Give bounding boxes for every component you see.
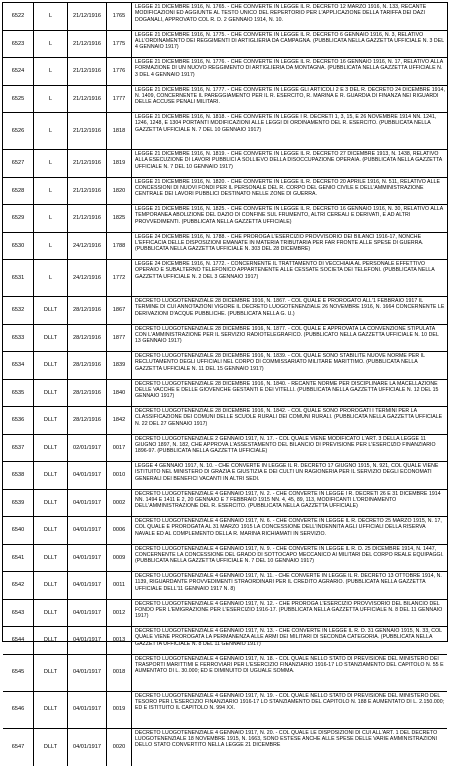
act-description: DECRETO LUOGOTENENZIALE 4 GENNAIO 1917, N. 13. - CHE CONVERTE IN LEGGE IL R. D. 31 GENNAIO 1915, N. 33, COL QUALE VIENE PROROGATA LA PERMANENZA ALLE ARMI DEI MILITARI DI SECONDA CATEGORIA. (PUBBLICATA NELLA GAZZETTA UFFICIALE N. 8 DEL 11 GENNAIO 1917) xyxy=(135,628,442,647)
act-number: 1776 xyxy=(107,58,132,85)
act-number: 0017 xyxy=(107,435,132,462)
act-description: DECRETO LUOGOTENENZIALE 28 DICEMBRE 1916, N. 1842. - COL QUALE SONO PROROGATI I TERMINI PER LA CLASSIFICAZIONE DEI COMUNI DELLE SCUOLE RURALI DEI COMUNI RURALI. (PUBBLICATA NELLA GAZZETTA UFFICIALE N. 22 DEL 27 GENNAIO 1917) xyxy=(135,408,443,427)
record-number: 6527 xyxy=(3,150,34,177)
act-date: 21/12/1916 xyxy=(68,86,107,113)
act-description: LEGGE 24 DICEMBRE 1916, N. 1788. - CHE PROROGA L'ESERCIZIO PROVVISORIO DEI BILANCI 1916-17, NONCHE L'EFFICACIA DELLE DISPOSIZIONI EMANATE IN MATERIA TRIBUTARIA PER FAR FRONTE ALLE SPESE DI GUERRA. (PUBBLICATA NELLA GAZZETTA UFFICIALE N. 303 DEL 28 DICEMBRE) xyxy=(135,233,424,253)
record-number: 6540 xyxy=(3,517,34,544)
act-type: DLLT xyxy=(34,545,68,572)
table-row xyxy=(3,31,447,59)
act-date: 04/01/1917 xyxy=(68,545,107,572)
act-type: DLLT xyxy=(34,517,68,544)
record-number: 6542 xyxy=(3,572,34,599)
act-description: LEGGE 21 DICEMBRE 1916, N. 1825. - CHE CONVERTE IN LEGGE IL R. DECRETO 16 GENNAIO 1916, N. 30, RELATIVO ALLA TEMPORANEA ABOLIZIONE DEL DAZIO DI CONFINE SUL FRUMENTO, ALTRI CEREALI E DERIVATI, E AD ALTRI PROVVEDIMENTI. (PUBBLICATA NELLA GAZZETTA UFFICIALE) xyxy=(135,206,443,225)
record-number: 6532 xyxy=(3,297,34,324)
act-type: DLLT xyxy=(34,435,68,462)
act-date: 04/01/1917 xyxy=(68,627,107,654)
act-number: 0013 xyxy=(107,627,132,654)
record-number: 6529 xyxy=(3,205,34,232)
record-number: 6528 xyxy=(3,178,34,205)
act-number: 1820 xyxy=(107,178,132,205)
act-type: DLLT xyxy=(34,407,68,434)
act-type: L xyxy=(34,205,68,232)
act-number: 1867 xyxy=(107,297,132,324)
table-row xyxy=(3,729,447,766)
act-number: 0010 xyxy=(107,462,132,489)
record-number: 6530 xyxy=(3,233,34,260)
act-number: 1819 xyxy=(107,150,132,177)
act-type: L xyxy=(34,58,68,85)
act-type: DLLT xyxy=(34,600,68,627)
table-row xyxy=(3,627,447,655)
act-date: 28/12/1916 xyxy=(68,352,107,379)
act-date: 21/12/1916 xyxy=(68,150,107,177)
record-number: 6531 xyxy=(3,260,34,296)
table-row xyxy=(3,150,447,178)
table-row xyxy=(3,407,447,435)
act-date: 04/01/1917 xyxy=(68,490,107,517)
act-date: 04/01/1917 xyxy=(68,655,107,691)
table-row xyxy=(3,3,447,31)
record-number: 6526 xyxy=(3,113,34,149)
record-number: 6524 xyxy=(3,58,34,85)
record-number: 6547 xyxy=(3,729,34,766)
act-type: DLLT xyxy=(34,380,68,407)
act-date: 24/12/1916 xyxy=(68,260,107,296)
record-number: 6533 xyxy=(3,325,34,352)
act-type: DLLT xyxy=(34,572,68,599)
act-description: LEGGE 21 DICEMBRE 1916, N. 1819. - CHE CONVERTE IN LEGGE IL R. DECRETO 27 DICEMBRE 1913, N. 1438, RELATIVO ALLA ESECUZIONE DI LAVORI PUBBLICI A SOLLIEVO DELLA DISOCCUPAZIONE OPERAIA. (PUBBLICATA NELLA GAZZETTA UFFICIALE N. 7 DEL 10 GENNAIO 1917) xyxy=(135,151,443,170)
act-number: 0012 xyxy=(107,600,132,627)
act-description: DECRETO LUOGOTENENZIALE 28 DICEMBRE 1916, N. 1877. - COL QUALE E APPROVATA LA CONVENZIONE STIPULATA CON L'AMMINISTRAZIONE PER IL SERVIZIO RADIOTELEGRAFICO. (PUBBLICATO NELLA GAZZETTA UFFICIALE N. 10 DEL 13 GENNAIO 1917) xyxy=(135,325,439,345)
act-description: DECRETO LUOGOTENENZIALE 4 GENNAIO 1917, N. 6. - CHE CONVERTE IN LEGGE IL R. DECRETO 25 MARZO 1915, N. 17, COL QUALE E PROROGATA AL 31 MARZO 1915 LA CONCESSIONE DELL'INDENNITA AGLI UFFICIALI DELLA RISERVA NAVALE ED AL COMPLEMENTO DELLA R. MARINA RICHIAMATI IN SERVIZIO. xyxy=(135,518,442,537)
table-row xyxy=(3,545,447,573)
act-number: 1818 xyxy=(107,113,132,149)
table-row xyxy=(3,655,447,692)
act-description: DECRETO LUOGOTENENZIALE 4 GENNAIO 1917, N. 9. - CHE CONVERTE IN LEGGE IL R. D. 25 DICEMBRE 1914, N. 1447, CONCERNENTE LA CONCESSIONE DEL GRADO DI SOTTOCAPO MECCANICO AI MILITARI DEL CORPO REALE EQUIPAGGI. (PUBBLICATA NELLA GAZZETTA UFFICIALE N. 7 DEL 10 GENNAIO 1917) xyxy=(135,545,444,565)
act-date: 24/12/1916 xyxy=(68,233,107,260)
act-type: DLLT xyxy=(34,655,68,691)
act-description: DECRETO LUOGOTENENZIALE 4 GENNAIO 1917, N. 2. - CHE CONVERTE IN LEGGE I R. DECRETI 26 E 31 DICEMBRE 1914 NN. 1494 E 1411 E 2, 20 GENNAIO E 7 FEBBRAIO 1915 NN. 4, 45, 89, 113, MODIFICANTI L'ORDINAMENTO DELL'AMMINISTRAZIONE DEL R. ESERCITO. (PUBBLICATA NELLA GAZZETTA UFFICIALE) xyxy=(135,490,441,510)
table-row xyxy=(3,233,447,261)
act-description: LEGGE 21 DICEMBRE 1916, N. 1765. - CHE CONVERTE IN LEGGE IL R. DECRETO 12 MARZO 1916, N. 133, RECANTE MODIFICAZIONI ED AGGIUNTE AL TESTO UNICO DEL REPERTORIO PER L'APPLICAZIONE DELLA TARIFFA DEI DAZI DOGANALI, APPROVATO COL R. D. 2 GENNAIO 1914, N. 10. xyxy=(135,4,427,23)
table-row xyxy=(3,435,447,463)
act-date: 21/12/1916 xyxy=(68,205,107,232)
act-type: DLLT xyxy=(34,352,68,379)
act-number: 1842 xyxy=(107,407,132,434)
table-row xyxy=(3,692,447,729)
act-description: DECRETO LUOGOTENENZIALE 28 DICEMBRE 1916, N. 1867. - COL QUALE E PROROGATO ALL'1 FEBBRAIO 1917 IL TERMINE DI CUI ANNOTAZIONI VIGORE IL DECRETO LUOGOTENENZIALE 26 NOVEMBRE 1916, N. 1664 CONCERNENTE LE DERIVAZIONI D'ACQUE PUBBLICHE. (PUBBLICATA NELLA G. U.) xyxy=(135,298,445,317)
record-number: 6522 xyxy=(3,3,34,30)
act-description: DECRETO LUOGOTENENZIALE 28 DICEMBRE 1916, N. 1840. - RECANTE NORME PER DISCIPLINARE LA MACELLAZIONE DELLE VACCHE E DELLE GIOVENCHE GESTANTI E DEI VITELLI. (PUBBLICATA NELLA GAZZETTA UFFICIALE N. 12 DEL 15 GENNAIO 1917) xyxy=(135,380,439,400)
act-description: LEGGE 21 DICEMBRE 1916, N. 1818. - CHE CONVERTE IN LEGGE I R. DECRETI 1, 3, 15, E 26 NOVEMBRE 1914 NN. 1241, 1246, 1248, E 1304 PORTANTI MODIFICAZIONI ALLE LEGGI DI ORDINAMENTO DEL R. ESERCITO. (PUBBLICATA NELLA GAZZETTA UFFICIALE N. 7 DEL 10 GENNAIO 1917) xyxy=(135,114,437,133)
act-date: 04/01/1917 xyxy=(68,600,107,627)
table-row xyxy=(3,572,447,600)
act-number: 1839 xyxy=(107,352,132,379)
act-number: 1765 xyxy=(107,3,132,30)
act-type: L xyxy=(34,150,68,177)
act-number: 0019 xyxy=(107,692,132,728)
table-row xyxy=(3,517,447,545)
act-type: DLLT xyxy=(34,490,68,517)
record-number: 6546 xyxy=(3,692,34,728)
table-row xyxy=(3,178,447,206)
act-date: 21/12/1916 xyxy=(68,31,107,58)
table-row xyxy=(3,297,447,325)
act-type: DLLT xyxy=(34,729,68,766)
act-number: 1775 xyxy=(107,31,132,58)
act-type: L xyxy=(34,113,68,149)
act-number: 1825 xyxy=(107,205,132,232)
record-number: 6525 xyxy=(3,86,34,113)
act-type: DLLT xyxy=(34,692,68,728)
decree-register-table xyxy=(2,2,448,750)
record-number: 6544 xyxy=(3,627,34,654)
record-number: 6534 xyxy=(3,352,34,379)
act-description: DECRETO LUOGOTENENZIALE 4 GENNAIO 1917, N. 11. - CHE CONVERTE IN LEGGE IL R. DECRETO 13 OTTOBRE 1914, N. 1139, RIGUARDANTE PROVVEDIMENTI STRAORDINARI PER IL CREDITO AGRARIO. (PUBBLICATA NELLA GAZZETTA UFFICIALE DELL'11 GENNAIO 1917 N. 8) xyxy=(135,573,442,592)
table-row xyxy=(3,86,447,114)
act-date: 04/01/1917 xyxy=(68,729,107,766)
act-type: L xyxy=(34,260,68,296)
record-number: 6538 xyxy=(3,462,34,489)
act-description: DECRETO LUOGOTENENZIALE 4 GENNAIO 1917, N. 19. - COL QUALE NELLO STATO DI PREVISIONE DEL MINISTERO DEL TESORO PER L'ESERCIZIO FINANZIARIO 1916-17 LO STANZIAMENTO DEL CAPITOLO N. 188 E AUMENTATO DI L. 2.150.000; ED E ISTITUITO IL CAPITOLO N. 994 XX. xyxy=(135,692,445,712)
record-number: 6537 xyxy=(3,435,34,462)
table-row xyxy=(3,58,447,86)
act-number: 1877 xyxy=(107,325,132,352)
act-type: DLLT xyxy=(34,627,68,654)
table-row xyxy=(3,113,447,150)
act-date: 04/01/1917 xyxy=(68,692,107,728)
record-number: 6545 xyxy=(3,655,34,691)
act-type: L xyxy=(34,31,68,58)
table-row xyxy=(3,462,447,490)
act-date: 28/12/1916 xyxy=(68,325,107,352)
act-date: 21/12/1916 xyxy=(68,113,107,149)
act-number: 0006 xyxy=(107,517,132,544)
act-number: 1777 xyxy=(107,86,132,113)
act-number: 1788 xyxy=(107,233,132,260)
act-date: 02/01/1917 xyxy=(68,435,107,462)
act-description: LEGGE 24 DICEMBRE 1916, N. 1772. - CONCERNENTE IL TRATTAMENTO DI VECCHIAIA AL PERSONALE EFFETTIVO OPERAIO E SUBALTERNO TELEFONICO APPARTENENTE ALLE CESSATE SOCIETA DEI TELEFONI. (PUBBLICATA NELLA GAZZETTA UFFICIALE N. 2 DEL 3 GENNAIO 1917) xyxy=(135,261,435,280)
act-type: DLLT xyxy=(34,462,68,489)
table-row xyxy=(3,352,447,380)
act-date: 04/01/1917 xyxy=(68,462,107,489)
act-number: 0002 xyxy=(107,490,132,517)
record-number: 6539 xyxy=(3,490,34,517)
act-number: 0020 xyxy=(107,729,132,766)
table-row xyxy=(3,380,447,408)
act-date: 04/01/1917 xyxy=(68,517,107,544)
act-type: DLLT xyxy=(34,325,68,352)
act-description: DECRETO LUOGOTENENZIALE 2 GENNAIO 1917, N. 17. - COL QUALE VIENE MODIFICATO L'ART. 3 DELLA LEGGE 11 GIUGNO 1897, N. 182, CHE APPROVA L'ASSESTAMENTO DEL BILANCIO DI PREVISIONE PER L'ESERCIZIO FINANZIARIO 1896-97. (PUBBLICATA NELLA GAZZETTA UFFICIALE) xyxy=(135,435,436,455)
act-date: 21/12/1916 xyxy=(68,58,107,85)
act-type: L xyxy=(34,3,68,30)
record-number: 6536 xyxy=(3,407,34,434)
act-number: 0011 xyxy=(107,572,132,599)
act-date: 28/12/1916 xyxy=(68,380,107,407)
act-type: L xyxy=(34,86,68,113)
act-date: 28/12/1916 xyxy=(68,407,107,434)
act-number: 0018 xyxy=(107,655,132,691)
act-type: L xyxy=(34,178,68,205)
record-number: 6543 xyxy=(3,600,34,627)
table-row xyxy=(3,260,447,297)
act-number: 1772 xyxy=(107,260,132,296)
record-number: 6541 xyxy=(3,545,34,572)
act-description: LEGGE 21 DICEMBRE 1916, N. 1776. - CHE CONVERTE IN LEGGE IL R. DECRETO 16 GENNAIO 1916, N. 17, RELATIVO ALLA FORMAZIONE DI UN NUOVO REGGIMENTO DI ARTIGLIERIA DA MONTAGNA. (PUBBLICATA NELLA GAZZETTA UFFICIALE N. 3 DEL 4 GENNAIO 1917) xyxy=(135,59,443,78)
act-description: DECRETO LUOGOTENENZIALE 4 GENNAIO 1917, N. 20. - COL QUALE LE DISPOSIZIONI DI CUI ALL'ART. 1 DEL DECRETO LUOGOTENENZIALE 18 NOVEMBRE 1915, N. 1663, SONO ESTESE ANCHE ALLE SPESE DELLE VARIE AMMINISTRAZIONI DELLO STATO CONVERTITO NELLA LEGGE 21 DICEMBRE xyxy=(135,729,438,749)
act-number: 0009 xyxy=(107,545,132,572)
act-date: 21/12/1916 xyxy=(68,3,107,30)
act-date: 28/12/1916 xyxy=(68,297,107,324)
act-description: DECRETO LUOGOTENENZIALE 28 DICEMBRE 1916, N. 1839. - COL QUALE SONO STABILITE NUOVE NORME PER IL RECLUTAMENTO DEGLI UFFICIALI NEL CORPO DI COMMISSARIATO MILITARE MARITTIMO. (PUBBLICATA NELLA GAZZETTA UFFICIALE N. 11 DEL 15 GENNAIO 1917) xyxy=(135,353,425,372)
record-number: 6523 xyxy=(3,31,34,58)
table-row xyxy=(3,325,447,353)
act-date: 21/12/1916 xyxy=(68,178,107,205)
act-description: LEGGE 21 DICEMBRE 1916, N. 1777. - CHE CONVERTE IN LEGGE GLI ARTICOLI 2 E 3 DEL R. DECRETO 24 DICEMBRE 1914, N. 1409, CONCERNENTE IL PAREGGIAMENTO PER IL R. ESERCITO, R. MARINA E R. GUARDIA DI FINANZA NEI RIGUARDI DELLE ACCUSE PENALI MILITARI. xyxy=(135,86,445,106)
act-description: DECRETO LUOGOTENENZIALE 4 GENNAIO 1917, N. 12. - CHE PROROGA L'ESERCIZIO PROVVISORIO DEL BILANCIO DEL FONDO PER L'EMIGRAZIONE PER L'ESERCIZIO 1916-17. (PUBBLICATA NELLA GAZZETTA UFFICIALE N. 8 DEL 11 GENNAIO 1917) xyxy=(135,600,443,620)
table-row xyxy=(3,205,447,233)
act-description: DECRETO LUOGOTENENZIALE 4 GENNAIO 1917, N. 18. - COL QUALE NELLO STATO DI PREVISIONE DEL MINISTERO DEI TRASPORTI MARITTIMI E FERROVIARI PER L'ESERCIZIO FINANZIARIO 1916-17 LO STANZIAMENTO DEL CAPITOLO N. 55 E AUMENTATO DI L. 30.000; ED E DIMINUITO DI UGUALE SOMMA. xyxy=(135,655,444,675)
table-row xyxy=(3,490,447,518)
table-row xyxy=(3,600,447,628)
record-number: 6535 xyxy=(3,380,34,407)
act-description: LEGGE 4 GENNAIO 1917, N. 10. - CHE CONVERTE IN LEGGE IL R. DECRETO 17 GIUGNO 1915, N. 921, COL QUALE VIENE ISTITUITO NEL MINISTERO DI GRAZIA E GIUSTIZIA E DEI CULTI UN RAGIONERIA PER IL SERVIZIO DEGLI ECONOMATI GENERALI DEI BENEFICI VACANTI IN ALTRI SEDI. xyxy=(135,463,439,482)
act-description: LEGGE 21 DICEMBRE 1916, N. 1820. - CHE CONVERTE IN LEGGE IL R. DECRETO 20 APRILE 1916, N. 511, RELATIVO ALLE CONCESSIONI DI NUOVI FONDI PER IL PERSONALE DEL R. CORPO DEL GENIO CIVILE E DELL'AMMINISTRAZIONE CENTRALE DEI LAVORI PUBBLICI DESTINATO NELLE ZONE DI GUERRA. xyxy=(135,178,440,198)
act-number: 1840 xyxy=(107,380,132,407)
act-type: DLLT xyxy=(34,297,68,324)
act-description: LEGGE 21 DICEMBRE 1916, N. 1775. - CHE CONVERTE IN LEGGE IL R. DECRETO 6 GENNAIO 1916, N. 3, RELATIVO ALL'ORDINAMENTO DEI REGGIMENTI DI ARTIGLIERIA DA CAMPAGNA. (PUBBLICATA NELLA GAZZETTA UFFICIALE N. 3 DEL 4 GENNAIO 1917) xyxy=(135,31,444,51)
act-date: 04/01/1917 xyxy=(68,572,107,599)
act-type: L xyxy=(34,233,68,260)
